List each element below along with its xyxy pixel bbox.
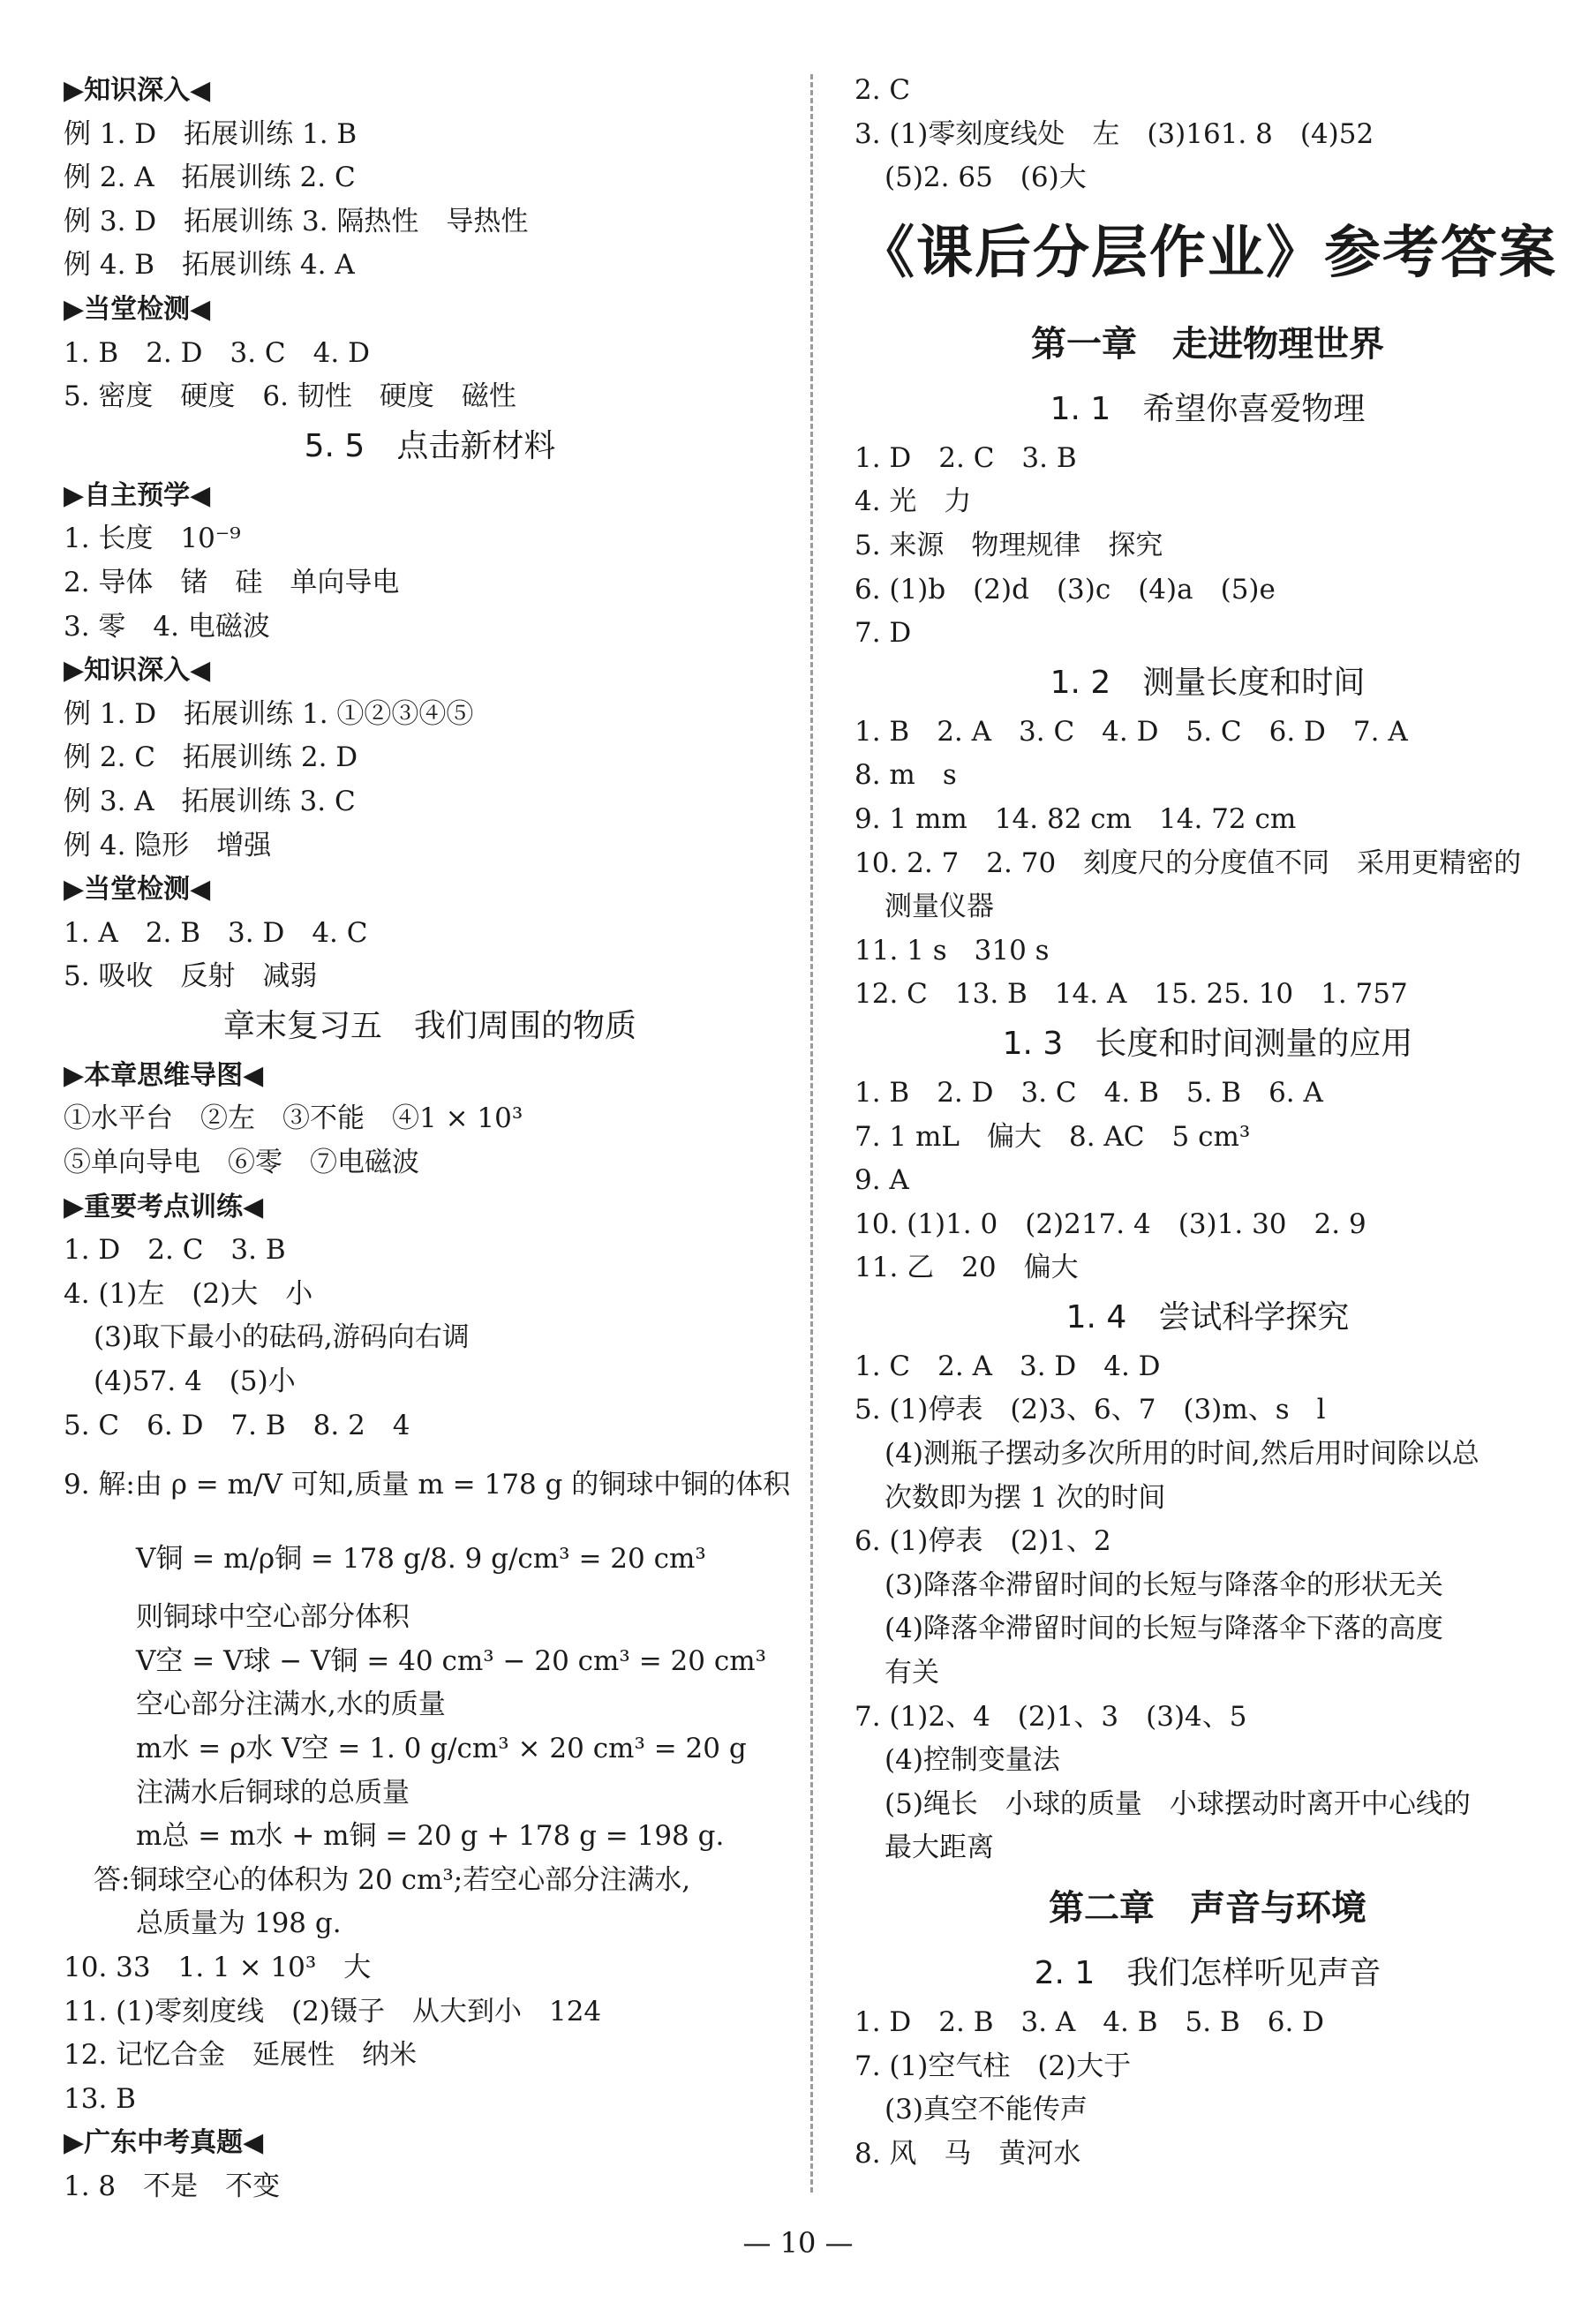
- answer-line: 2. C: [854, 74, 911, 106]
- solution-step: 空心部分注满水,水的质量: [136, 1689, 446, 1721]
- answer-line: 10. 33 1. 1 × 10³ 大: [64, 1951, 372, 1983]
- answer-line: 9. 1 mm 14. 82 cm 14. 72 cm: [854, 802, 1297, 835]
- answer-line: 1. B 2. A 3. C 4. D 5. C 6. D 7. A: [854, 715, 1408, 748]
- section-heading: ▶当堂检测◀: [64, 874, 211, 906]
- answer-continuation: (3)真空不能传声: [885, 2094, 1088, 2126]
- left-column: [64, 69, 796, 2209]
- answer-line: 7. 1 mL 偏大 8. AC 5 cm³: [854, 1120, 1251, 1153]
- section-heading: ▶重要考点训练◀: [64, 1191, 264, 1222]
- example-answer-line: 例 3. D 拓展训练 3. 隔热性 导热性: [64, 205, 529, 237]
- answer-continuation: (4)降落伞滞留时间的长短与降落伞下落的高度: [885, 1613, 1443, 1645]
- answer-continuation: (4)57. 4 (5)小: [94, 1365, 296, 1398]
- section-heading: ▶知识深入◀: [64, 75, 211, 106]
- answer-line: 2. 导体 锗 硅 单向导电: [64, 566, 400, 598]
- answer-line: 1. A 2. B 3. D 4. C: [64, 916, 368, 949]
- answer-continuation: 答:铜球空心的体积为 20 cm³;若空心部分注满水,: [94, 1863, 691, 1896]
- answer-line: 8. 风 马 黄河水: [854, 2137, 1081, 2170]
- example-answer-line: 例 3. A 拓展训练 3. C: [64, 785, 356, 817]
- answer-line: 1. 8 不是 不变: [64, 2170, 281, 2202]
- solution-step: m总 = m水 + m铜 = 20 g + 178 g = 198 g.: [136, 1820, 725, 1853]
- answer-continuation: (4)测瓶子摆动多次所用的时间,然后用时间除以总: [885, 1438, 1479, 1471]
- chapter-title: 第二章 声音与环境: [1049, 1888, 1366, 1929]
- answer-line: 3. 零 4. 电磁波: [64, 610, 270, 643]
- answer-continuation: (3)降落伞滞留时间的长短与降落伞的形状无关: [885, 1569, 1443, 1601]
- answer-line: 1. D 2. C 3. B: [64, 1234, 286, 1267]
- answer-line: 7. (1)空气柱 (2)大于: [854, 2050, 1132, 2082]
- answer-continuation: 测量仪器: [885, 891, 994, 923]
- example-answer-line: ⑤单向导电 ⑥零 ⑦电磁波: [64, 1147, 419, 1179]
- answer-continuation: (5)绳长 小球的质量 小球摆动时离开中心线的: [885, 1787, 1471, 1820]
- lesson-title: 2. 1 我们怎样听见声音: [1034, 1955, 1381, 1991]
- answer-line: 8. m s: [854, 759, 957, 792]
- solution-step: 注满水后铜球的总质量: [136, 1776, 410, 1809]
- answer-line: 5. C 6. D 7. B 8. 2 4: [64, 1409, 410, 1441]
- answer-line: 6. (1)b (2)d (3)c (4)a (5)e: [854, 573, 1276, 606]
- answer-line: 4. (1)左 (2)大 小: [64, 1277, 313, 1310]
- answer-line: 12. 记忆合金 延展性 纳米: [64, 2039, 418, 2072]
- solution-step: 总质量为 198 g.: [136, 1907, 342, 1940]
- example-answer-line: 例 2. C 拓展训练 2. D: [64, 741, 358, 774]
- lesson-title: 5. 5 点击新材料: [304, 427, 556, 464]
- answer-line: 10. (1)1. 0 (2)217. 4 (3)1. 30 2. 9: [854, 1207, 1366, 1240]
- answer-line: 11. 乙 20 偏大: [854, 1252, 1079, 1284]
- column-divider: [810, 74, 813, 2193]
- answer-line: 4. 光 力: [854, 485, 972, 518]
- answer-line: 1. 长度 10⁻⁹: [64, 523, 241, 555]
- answer-line: 1. C 2. A 3. D 4. D: [854, 1350, 1161, 1382]
- section-heading: ▶知识深入◀: [64, 655, 211, 687]
- answer-line: 5. 吸收 反射 减弱: [64, 960, 318, 993]
- answer-continuation: 最大距离: [885, 1832, 994, 1864]
- chapter-title: 第一章 走进物理世界: [1031, 323, 1384, 365]
- answer-line: 11. 1 s 310 s: [854, 934, 1050, 967]
- answer-line: 5. (1)停表 (2)3、6、7 (3)m、s l: [854, 1394, 1326, 1426]
- answer-line: 12. C 13. B 14. A 15. 25. 10 1. 757: [854, 978, 1408, 1011]
- answer-line: 1. B 2. D 3. C 4. D: [64, 336, 370, 369]
- answer-continuation: 次数即为摆 1 次的时间: [885, 1481, 1166, 1514]
- section-heading: ▶广东中考真题◀: [64, 2127, 264, 2159]
- section-heading: ▶本章思维导图◀: [64, 1059, 264, 1091]
- lesson-title: 1. 3 长度和时间测量的应用: [1002, 1025, 1413, 1062]
- answer-continuation: (4)控制变量法: [885, 1744, 1060, 1777]
- answer-continuation: (3)取下最小的砝码,游码向右调: [94, 1321, 470, 1354]
- section-heading: ▶当堂检测◀: [64, 293, 211, 325]
- answer-line: 7. (1)2、4 (2)1、3 (3)4、5: [854, 1700, 1247, 1733]
- example-answer-line: 例 1. D 拓展训练 1. B: [64, 117, 358, 150]
- lesson-title: 1. 4 尝试科学探究: [1065, 1298, 1350, 1335]
- example-answer-line: 例 4. B 拓展训练 4. A: [64, 249, 355, 282]
- answer-line: 1. D 2. B 3. A 4. B 5. B 6. D: [854, 2006, 1325, 2038]
- answer-line: 1. D 2. C 3. B: [854, 441, 1077, 474]
- solution-step: m水 = ρ水 V空 = 1. 0 g/cm³ × 20 cm³ = 20 g: [136, 1733, 747, 1764]
- answer-continuation: 有关: [885, 1657, 939, 1689]
- formula-line: V铜 = m/ρ铜 = 178 g/8. 9 g/cm³ = 20 cm³: [136, 1543, 706, 1576]
- answer-line: 11. (1)零刻度线 (2)镊子 从大到小 124: [64, 1995, 602, 2027]
- page-number: — 10 —: [742, 2226, 854, 2260]
- example-answer-line: 例 2. A 拓展训练 2. C: [64, 162, 356, 194]
- lesson-title: 章末复习五 我们周围的物质: [222, 1007, 636, 1044]
- main-title: 《课后分层作业》参考答案: [858, 219, 1557, 286]
- answer-line: 9. A: [854, 1164, 909, 1197]
- lesson-title: 1. 1 希望你喜爱物理: [1050, 390, 1366, 427]
- answer-line: 6. (1)停表 (2)1、2: [854, 1525, 1111, 1558]
- answer-line: 3. (1)零刻度线处 左 (3)161. 8 (4)52: [854, 117, 1374, 150]
- section-heading: ▶自主预学◀: [64, 479, 211, 511]
- example-answer-line: ①水平台 ②左 ③不能 ④1 × 10³: [64, 1102, 523, 1135]
- answer-continuation: (5)2. 65 (6)大: [885, 162, 1087, 194]
- answer-line: 5. 密度 硬度 6. 韧性 硬度 磁性: [64, 380, 516, 413]
- solution-line: 9. 解:由 ρ = m/V 可知,质量 m = 178 g 的铜球中铜的体积: [64, 1469, 791, 1501]
- example-answer-line: 例 4. 隐形 增强: [64, 829, 272, 861]
- solution-step: V空 = V球 − V铜 = 40 cm³ − 20 cm³ = 20 cm³: [136, 1644, 767, 1677]
- answer-line: 1. B 2. D 3. C 4. B 5. B 6. A: [854, 1076, 1323, 1109]
- answer-line: 7. D: [854, 617, 912, 650]
- answer-line: 10. 2. 7 2. 70 刻度尺的分度值不同 采用更精密的: [854, 846, 1522, 879]
- answer-line: 13. B: [64, 2082, 136, 2115]
- lesson-title: 1. 2 测量长度和时间: [1050, 664, 1366, 701]
- answer-line: 5. 来源 物理规律 探究: [854, 529, 1163, 561]
- right-column: [854, 69, 1561, 2176]
- example-answer-line: 例 1. D 拓展训练 1. ①②③④⑤: [64, 697, 474, 730]
- solution-step: 则铜球中空心部分体积: [136, 1601, 410, 1634]
